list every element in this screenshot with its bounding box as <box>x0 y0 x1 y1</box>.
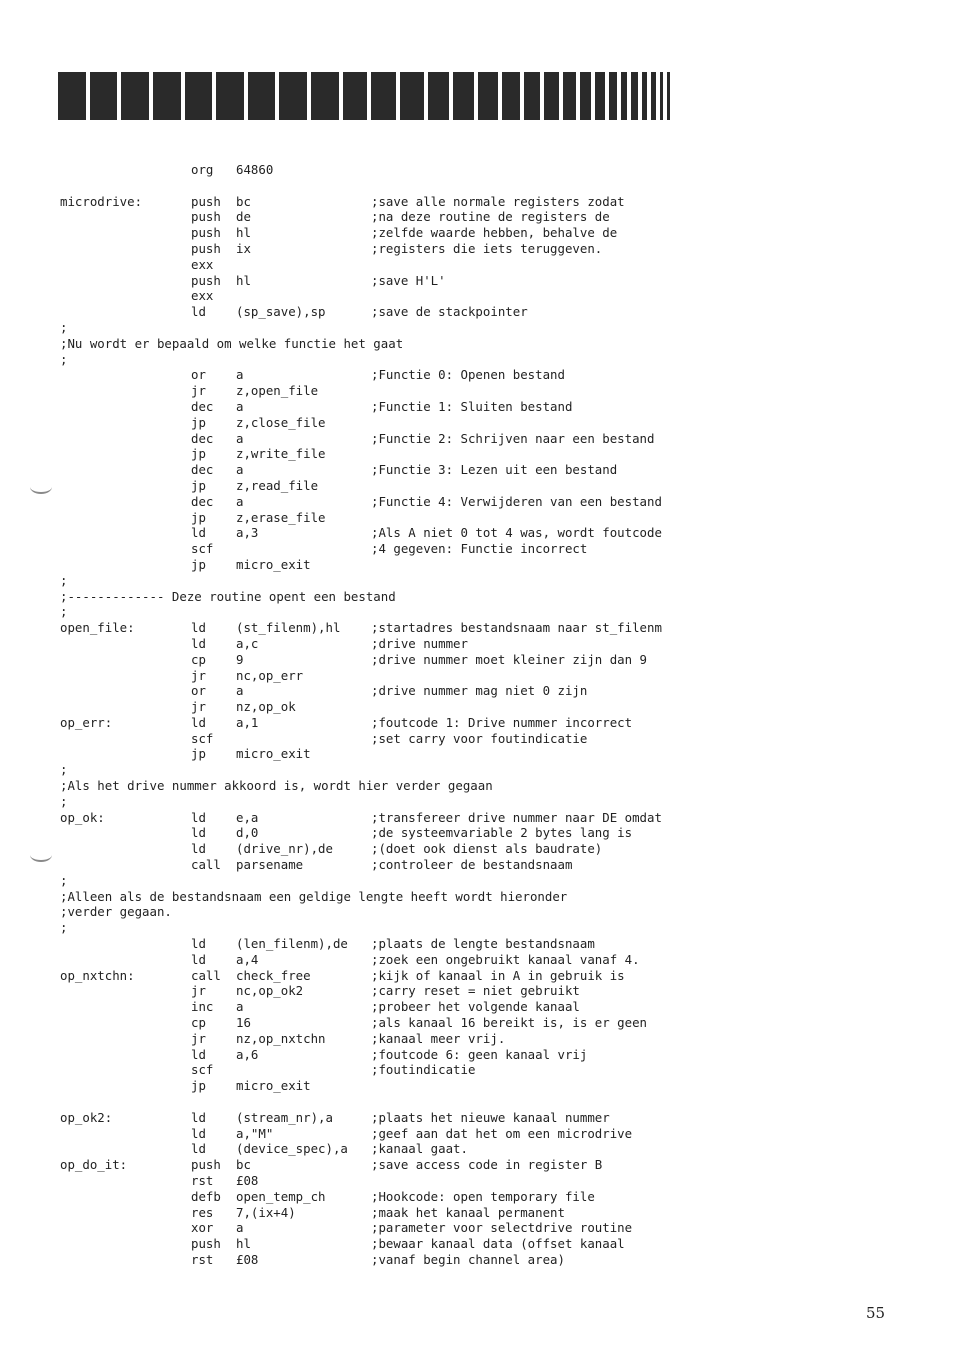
code-opcode: push <box>191 240 221 256</box>
header-bar <box>311 72 339 120</box>
code-line <box>60 431 740 447</box>
code-line <box>60 715 740 731</box>
code-operand: micro_exit <box>236 1078 311 1094</box>
code-opcode: jr <box>191 699 206 715</box>
code-line <box>60 446 740 462</box>
code-operand: 64860 <box>236 162 274 177</box>
code-operand: z,close_file <box>236 414 326 430</box>
code-operand: a <box>236 367 244 383</box>
header-bar <box>609 72 617 120</box>
header-bar <box>651 72 656 120</box>
code-opcode: jr <box>191 983 206 999</box>
code-opcode: push <box>191 209 221 225</box>
header-bar <box>544 72 559 120</box>
code-operand: z,open_file <box>236 383 319 399</box>
code-line <box>60 1062 740 1078</box>
code-opcode: ld <box>191 620 206 636</box>
code-comment: ;plaats de lengte bestandsnaam <box>371 936 595 952</box>
code-line <box>60 1157 740 1173</box>
code-opcode: jp <box>191 746 206 762</box>
code-comment: ;plaats het nieuwe kanaal nummer <box>371 1109 610 1125</box>
code-operand: open_temp_ch <box>236 1188 326 1204</box>
assembly-listing <box>60 162 740 1268</box>
code-comment-line: ; <box>60 351 68 367</box>
code-operand: (device_spec),a <box>236 1141 348 1157</box>
code-operand: check_free <box>236 967 311 983</box>
code-comment-line: ; <box>60 793 68 809</box>
code-operand: a <box>236 493 244 509</box>
code-operand: a <box>236 683 244 699</box>
code-comment: ;foutcode 6: geen kanaal vrij <box>371 1046 588 1062</box>
code-operand: z,write_file <box>236 446 326 462</box>
code-line <box>60 857 740 873</box>
code-opcode: scf <box>191 730 214 746</box>
code-operand: (sp_save),sp <box>236 304 326 320</box>
code-line <box>60 1126 740 1142</box>
code-comment: ;Functie 4: Verwijderen van een bestand <box>371 493 662 509</box>
code-opcode: ld <box>191 809 206 825</box>
code-comment: ;Functie 3: Lezen uit een bestand <box>371 462 618 478</box>
code-comment: ;zelfde waarde hebben, behalve de <box>371 225 618 241</box>
code-comment-line: ;Nu wordt er bepaald om welke functie het gaat <box>60 335 404 351</box>
code-opcode: push <box>191 272 221 288</box>
header-bar <box>279 72 307 120</box>
code-line <box>60 273 740 289</box>
code-comment-line: ; <box>60 872 68 888</box>
code-line <box>60 904 740 920</box>
code-comment: ;drive nummer <box>371 635 468 651</box>
code-operand: nz,op_ok <box>236 699 296 715</box>
code-opcode: scf <box>191 541 214 557</box>
code-line <box>60 1189 740 1205</box>
code-operand: a,"M" <box>236 1125 274 1141</box>
code-operand: 7,(ix+4) <box>236 1204 296 1220</box>
punch-hole-mark <box>30 480 52 494</box>
code-opcode: push <box>191 1157 221 1173</box>
code-line <box>60 999 740 1015</box>
code-label: microdrive: <box>60 193 143 209</box>
code-comment: ;als kanaal 16 bereikt is, is er geen <box>371 1015 648 1031</box>
header-bar-strip <box>58 72 670 120</box>
header-bar <box>621 72 628 120</box>
code-opcode: xor <box>191 1220 214 1236</box>
header-bar <box>595 72 605 120</box>
code-line <box>60 367 740 383</box>
code-comment: ;foutcode 1: Drive nummer incorrect <box>371 714 633 730</box>
code-line <box>60 920 740 936</box>
code-opcode: jr <box>191 383 206 399</box>
code-opcode: jp <box>191 1078 206 1094</box>
code-operand: a,4 <box>236 951 259 967</box>
code-line <box>60 936 740 952</box>
code-comment: ;kijk of kanaal in A in gebruik is <box>371 967 625 983</box>
code-line <box>60 1047 740 1063</box>
code-operand: 16 <box>236 1015 251 1031</box>
code-opcode: dec <box>191 398 214 414</box>
code-line <box>60 209 740 225</box>
code-operand: (len_filenm),de <box>236 936 348 952</box>
code-line <box>60 1236 740 1252</box>
header-bar <box>667 72 670 120</box>
code-opcode: ld <box>191 1109 206 1125</box>
code-operand: a,1 <box>236 714 259 730</box>
code-line <box>60 952 740 968</box>
code-comment: ;zoek een ongebruikt kanaal vanaf 4. <box>371 951 640 967</box>
code-opcode: dec <box>191 462 214 478</box>
code-comment-line: ;verder gegaan. <box>60 904 172 920</box>
code-line <box>60 1015 740 1031</box>
header-bar <box>428 72 449 120</box>
code-operand: a <box>236 430 244 446</box>
header-bar <box>371 72 395 120</box>
header-bar <box>580 72 591 120</box>
code-comment: ;vanaf begin channel area) <box>371 1251 565 1267</box>
code-opcode: ld <box>191 951 206 967</box>
code-comment: ;(doet ook dienst als baudrate) <box>371 841 603 857</box>
code-opcode: dec <box>191 493 214 509</box>
code-line <box>60 1094 740 1110</box>
header-bar <box>563 72 576 120</box>
code-line <box>60 525 740 541</box>
code-comment-line: ; <box>60 920 68 936</box>
code-operand: 9 <box>236 651 244 667</box>
code-label: op_ok2: <box>60 1109 113 1125</box>
code-line <box>60 1252 740 1268</box>
code-opcode: jr <box>191 1030 206 1046</box>
header-bar <box>400 72 424 120</box>
code-opcode: rst <box>191 1173 214 1188</box>
code-opcode: jp <box>191 414 206 430</box>
code-comment: ;parameter voor selectdrive routine <box>371 1220 633 1236</box>
code-comment-line: ; <box>60 762 68 778</box>
code-operand: z,erase_file <box>236 509 326 525</box>
code-operand: a <box>236 999 244 1015</box>
code-line <box>60 352 740 368</box>
code-operand: a <box>236 398 244 414</box>
code-opcode: jp <box>191 477 206 493</box>
code-opcode: jp <box>191 446 206 462</box>
code-line <box>60 794 740 810</box>
code-operand: ix <box>236 240 251 256</box>
punch-hole-mark <box>30 848 52 862</box>
code-comment: ;de systeemvariable 2 bytes lang is <box>371 825 633 841</box>
code-opcode: ld <box>191 1125 206 1141</box>
header-bar <box>121 72 149 120</box>
code-line <box>60 1031 740 1047</box>
code-line <box>60 415 740 431</box>
code-line <box>60 336 740 352</box>
header-bar <box>631 72 638 120</box>
code-operand: a,c <box>236 635 259 651</box>
code-opcode: ld <box>191 525 206 541</box>
code-operand: £08 <box>236 1251 259 1267</box>
code-line <box>60 162 740 178</box>
code-opcode: ld <box>191 1141 206 1157</box>
code-opcode: scf <box>191 1062 214 1078</box>
code-line <box>60 1078 740 1094</box>
code-opcode: ld <box>191 936 206 952</box>
code-line <box>60 841 740 857</box>
code-comment: ;registers die iets teruggeven. <box>371 240 603 256</box>
header-bar <box>502 72 520 120</box>
code-opcode: push <box>191 1236 221 1252</box>
code-comment: ;4 gegeven: Functie incorrect <box>371 541 588 557</box>
code-comment-line: ;Als het drive nummer akkoord is, wordt hier verder gegaan <box>60 778 493 794</box>
code-opcode: push <box>191 225 221 241</box>
code-opcode: dec <box>191 430 214 446</box>
code-comment: ;probeer het volgende kanaal <box>371 999 580 1015</box>
code-comment: ;controleer de bestandsnaam <box>371 857 573 873</box>
code-opcode: cp <box>191 1015 206 1031</box>
code-opcode: push <box>191 193 221 209</box>
code-label: op_do_it: <box>60 1157 128 1173</box>
code-operand: hl <box>236 272 251 288</box>
code-line <box>60 810 740 826</box>
code-line <box>60 983 740 999</box>
code-operand: (stream_nr),a <box>236 1109 333 1125</box>
code-opcode: ld <box>191 1046 206 1062</box>
header-bar <box>90 72 118 120</box>
header-bar <box>660 72 663 120</box>
code-comment: ;Functie 1: Sluiten bestand <box>371 398 573 414</box>
code-opcode: jr <box>191 667 206 683</box>
code-line <box>60 652 740 668</box>
code-comment: ;Hookcode: open temporary file <box>371 1188 595 1204</box>
code-comment: ;bewaar kanaal data (offset kanaal <box>371 1236 625 1252</box>
code-label: op_nxtchn: <box>60 967 135 983</box>
code-operand: bc <box>236 1157 251 1173</box>
code-opcode: ld <box>191 825 206 841</box>
code-line <box>60 889 740 905</box>
code-line <box>60 873 740 889</box>
code-opcode: exx <box>191 288 214 304</box>
code-line <box>60 699 740 715</box>
header-bar <box>153 72 181 120</box>
code-line <box>60 668 740 684</box>
code-operand: hl <box>236 225 251 241</box>
code-line <box>60 1141 740 1157</box>
code-line <box>60 825 740 841</box>
code-operand: £08 <box>236 1173 259 1188</box>
code-line <box>60 510 740 526</box>
code-operand: a,3 <box>236 525 259 541</box>
code-comment: ;Als A niet 0 tot 4 was, wordt foutcode <box>371 525 662 541</box>
code-opcode: or <box>191 367 206 383</box>
code-comment-line: ; <box>60 319 68 335</box>
code-operand: a <box>236 1220 244 1236</box>
code-line <box>60 541 740 557</box>
code-line <box>60 1173 740 1189</box>
code-line <box>60 304 740 320</box>
code-line <box>60 1220 740 1236</box>
code-comment-line: ; <box>60 572 68 588</box>
code-line <box>60 320 740 336</box>
code-line <box>60 399 740 415</box>
code-operand: micro_exit <box>236 556 311 572</box>
code-line <box>60 178 740 194</box>
code-operand: z,read_file <box>236 477 319 493</box>
code-line <box>60 604 740 620</box>
code-opcode: or <box>191 683 206 699</box>
code-opcode: call <box>191 967 221 983</box>
code-operand: nz,op_nxtchn <box>236 1030 326 1046</box>
code-comment-line: ;Alleen als de bestandsnaam een geldige lengte heeft wordt hieronder <box>60 888 568 904</box>
code-opcode: ld <box>191 714 206 730</box>
code-opcode: ld <box>191 841 206 857</box>
code-comment: ;save access code in register B <box>371 1157 603 1173</box>
header-bar <box>58 72 86 120</box>
header-bar <box>642 72 647 120</box>
code-line <box>60 1205 740 1221</box>
header-bar <box>478 72 498 120</box>
code-opcode: defb <box>191 1188 221 1204</box>
code-line <box>60 746 740 762</box>
code-line <box>60 194 740 210</box>
code-label: open_file: <box>60 620 135 636</box>
code-line <box>60 462 740 478</box>
code-line <box>60 762 740 778</box>
code-comment: ;foutindicatie <box>371 1062 476 1078</box>
code-opcode: exx <box>191 256 214 272</box>
code-comment: ;save H'L' <box>371 272 446 288</box>
code-line <box>60 589 740 605</box>
page-number: 55 <box>866 1304 886 1322</box>
header-bar <box>343 72 367 120</box>
code-comment: ;drive nummer moet kleiner zijn dan 9 <box>371 651 648 667</box>
code-operand: (drive_nr),de <box>236 841 333 857</box>
code-line <box>60 573 740 589</box>
code-line <box>60 494 740 510</box>
code-opcode: cp <box>191 651 206 667</box>
code-line <box>60 1110 740 1126</box>
code-operand: (st_filenm),hl <box>236 620 341 636</box>
code-comment: ;transfereer drive nummer naar DE omdat <box>371 809 662 825</box>
code-line <box>60 383 740 399</box>
code-operand: nc,op_ok2 <box>236 983 304 999</box>
code-operand: e,a <box>236 809 259 825</box>
code-operand: nc,op_err <box>236 667 304 683</box>
code-comment-line: ;------------- Deze routine opent een bestand <box>60 588 396 604</box>
code-line <box>60 683 740 699</box>
code-comment: ;kanaal meer vrij. <box>371 1030 506 1046</box>
header-bar <box>185 72 213 120</box>
code-operand: a <box>236 462 244 478</box>
code-operand: de <box>236 209 251 225</box>
code-opcode: ld <box>191 635 206 651</box>
code-line <box>60 225 740 241</box>
code-comment: ;na deze routine de registers de <box>371 209 610 225</box>
header-bar <box>216 72 244 120</box>
code-comment: ;kanaal gaat. <box>371 1141 468 1157</box>
code-comment: ;Functie 2: Schrijven naar een bestand <box>371 430 655 446</box>
code-comment: ;startadres bestandsnaam naar st_filenm <box>371 620 662 636</box>
code-operand: parsename <box>236 857 304 873</box>
code-label: op_ok: <box>60 809 105 825</box>
code-comment: ;save de stackpointer <box>371 304 528 320</box>
code-line <box>60 731 740 747</box>
code-comment: ;drive nummer mag niet 0 zijn <box>371 683 588 699</box>
code-comment: ;geef aan dat het om een microdrive <box>371 1125 633 1141</box>
code-line <box>60 478 740 494</box>
code-line <box>60 241 740 257</box>
code-line <box>60 620 740 636</box>
code-opcode: rst <box>191 1251 214 1267</box>
header-bar <box>453 72 474 120</box>
code-line <box>60 257 740 273</box>
code-operand: micro_exit <box>236 746 311 762</box>
code-label: op_err: <box>60 714 113 730</box>
code-opcode: call <box>191 857 221 873</box>
code-comment: ;set carry voor foutindicatie <box>371 730 588 746</box>
code-comment: ;Functie 0: Openen bestand <box>371 367 565 383</box>
code-opcode: inc <box>191 999 214 1015</box>
code-comment: ;maak het kanaal permanent <box>371 1204 565 1220</box>
header-bar <box>248 72 276 120</box>
header-bar <box>524 72 540 120</box>
code-operand: a,6 <box>236 1046 259 1062</box>
code-line <box>60 778 740 794</box>
code-operand: bc <box>236 193 251 209</box>
code-comment: ;carry reset = niet gebruikt <box>371 983 580 999</box>
code-opcode: res <box>191 1204 214 1220</box>
code-line <box>60 636 740 652</box>
code-line <box>60 557 740 573</box>
code-line <box>60 968 740 984</box>
code-line <box>60 288 740 304</box>
code-opcode: ld <box>191 304 206 320</box>
code-opcode: org <box>191 162 214 177</box>
code-comment: ;save alle normale registers zodat <box>371 193 625 209</box>
code-opcode: jp <box>191 509 206 525</box>
code-comment-line: ; <box>60 604 68 620</box>
code-operand: d,0 <box>236 825 259 841</box>
code-opcode: jp <box>191 556 206 572</box>
code-operand: hl <box>236 1236 251 1252</box>
